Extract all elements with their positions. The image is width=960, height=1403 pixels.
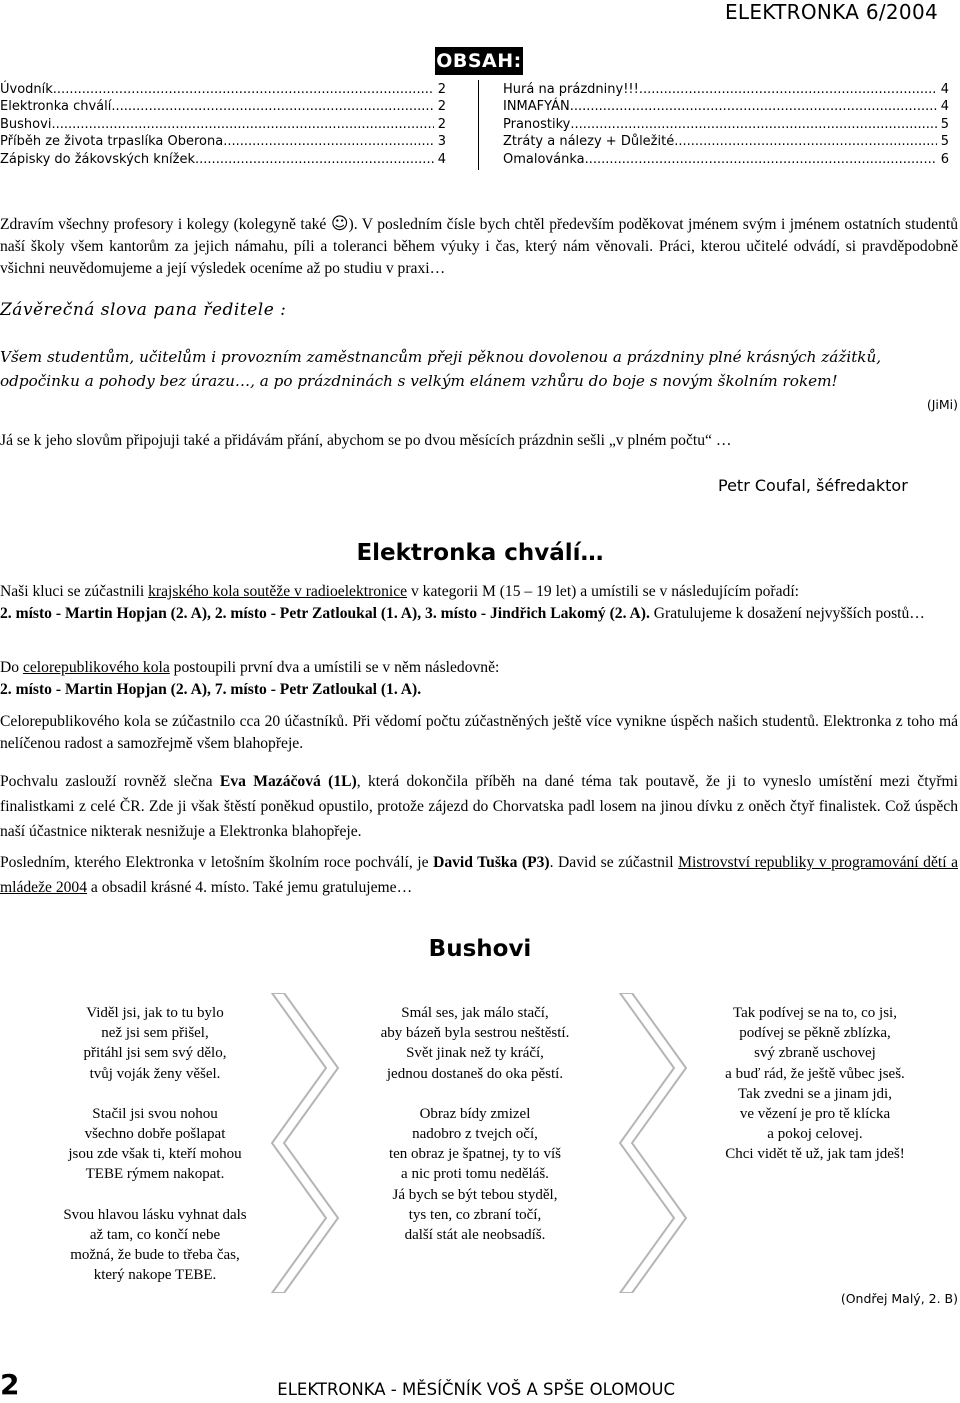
toc-right-column [503, 81, 949, 168]
intro-paragraph: Zdravím všechny profesory i kolegy (kolegyně také ☺). V posledním čísle bych chtěl především poděkovat jménem svým i jménem ostatních studentů naší školy všem kantorům za jejich námahu, píli a toleranci během výuky i čas, který nám věnovali. Práci, kterou učitelé odvádí, si pravděpodobně všichni neuvědomujeme a její výsledek oceníme až po studiu v praxi… [0, 214, 958, 277]
national-results: 2. místo - Martin Hopjan (2. A), 7. místo - Petr Zatloukal (1. A). [0, 681, 422, 698]
toc-left-column [0, 81, 446, 168]
elektronka-paragraph-3: Celorepublikového kola se zúčastnilo cca 20 účastníků. Při vědomí počtu zúčastněných ještě více vynikne úspěch našich studentů. Elektronka z toho má nelíčenou radost a samozřejmě všem blahopřeje. [0, 713, 958, 752]
poem-signature: (Ondřej Malý, 2. B) [840, 1291, 958, 1306]
closing-heading: Závěrečná slova pana ředitele : [0, 300, 287, 320]
regional-results: 2. místo - Martin Hopjan (2. A), 2. místo - Petr Zatloukal (1. A), 3. místo - Jindřich Lakomý (2. A). [0, 605, 650, 622]
poem-stanza: Stačil jsi svou nohou všechno dobře pošlapat jsou zde však ti, kteří mohou TEBE rýmem nakopat. [68, 1105, 242, 1183]
elektronka-paragraph-1: Naši kluci se zúčastnili krajského kola soutěže v radioelektronice v kategorii M (15 – 19 let) a umístili se v následujícím pořadí: 2. místo - Martin Hopjan (2. A), 2. místo - Petr Zatloukal (1. A), 3. místo - Jindřich Lakomý (2. A). Gratulujeme k dosažení nejvyšších postů… [0, 583, 925, 622]
elektronka-paragraph-2: Do celorepublikového kola postoupili první dva a umístili se v něm následovně: 2. místo - Martin Hopjan (2. A), 7. místo - Petr Zatloukal (1. A). [0, 659, 500, 698]
elektronka-heading: Elektronka chválí… [356, 540, 604, 566]
toc-heading: OBSAH: [435, 47, 523, 75]
toc-entry[interactable]: Bushovi ..... 2 [0, 116, 446, 133]
poem-stanza: Svou hlavou lásku vyhnat dals až tam, co končí nebe možná, že bude to třeba čas, který nakope TEBE. [63, 1206, 247, 1284]
toc-entry[interactable]: Omalovánka ..... 6 [503, 151, 949, 168]
poem-column-3 [680, 1003, 950, 1185]
poem-stanza: Smál ses, jak málo stačí, aby bázeň byla sestrou neštěstí. Svět jinak než ty kráčí, jednou dostaneš do oka pěstí. [380, 1005, 570, 1082]
student-name: David Tuška (P3) [433, 854, 550, 871]
poem-column-2 [340, 1003, 610, 1265]
elektronka-paragraph-5: Posledním, kterého Elektronka v letošním školním roce pochválí, je David Tuška (P3). David se zúčastnil Mistrovství republiky v programování dětí a mládeže 2004 a obsadil krásné 4. místo. Také jemu gratulujeme… [0, 854, 958, 896]
page-header-title: ELEKTRONKA 6/2004 [724, 0, 938, 24]
toc-entry[interactable]: INMAFYÁN ..... 4 [503, 98, 949, 115]
poem-column-1 [20, 1003, 290, 1305]
poem-stanza: Tak podívej se na to, co jsi, podívej se pěkně zblízka, svý zbraně uschovej a buď rád, že ještě vůbec jseš. Tak zvedni se a jinam jdi, ve vězení je pro tě klícka a pokoj celovej. Chci vidět tě už, jak tam jdeš! [725, 1005, 905, 1163]
closing-text: Všem studentům, učitelům i provozním zaměstnancům přeji pěknou dovolenou a prázdniny plné krásných zážitků, odpočinku a pohody bez úrazu…, a po prázdninách s velkým elánem vzhůru do boje s novým školním rokem! [0, 348, 882, 390]
toc-entry[interactable]: Ztráty a nálezy + Důležité ..... 5 [503, 133, 949, 150]
page-number: 2 [0, 1368, 20, 1401]
regional-contest-link[interactable]: krajského kola soutěže v radioelektronice [148, 583, 408, 600]
toc-entry[interactable]: Hurá na prázdniny!!! ..... 4 [503, 81, 949, 98]
toc-entry[interactable]: Úvodník ..... 2 [0, 81, 446, 98]
poem-stanza: Obraz bídy zmizel nadobro z tvejch očí, ten obraz je špatnej, ty to víš a nic proti tomu neděláš. Já bych se být tebou styděl, tys ten, co zbraní točí, další stát ale neobsadíš. [388, 1105, 562, 1244]
editor-wish: Já se k jeho slovům připojuji také a přidávám přání, abychom se po dvou měsících prázdnin sešli „v plném počtu“ … [0, 432, 732, 449]
editor-signature: Petr Coufal, šéfredaktor [718, 476, 908, 495]
student-name: Eva Mazáčová (1L) [219, 773, 357, 790]
smiley-icon: ☺ [330, 214, 349, 234]
closing-signature: (JiMi) [926, 397, 958, 412]
toc-entry[interactable]: Příběh ze života trpaslíka Oberona ..... 3 [0, 133, 446, 150]
toc-entry[interactable]: Pranostiky ..... 5 [503, 116, 949, 133]
toc-divider [478, 80, 479, 170]
toc-entry[interactable]: Elektronka chválí ..... 2 [0, 98, 446, 115]
bushovi-heading: Bushovi [428, 936, 532, 962]
footer-text: ELEKTRONKA - MĚSÍČNÍK VOŠ A SPŠE OLOMOUC [277, 1380, 675, 1399]
poem-stanza: Viděl jsi, jak to tu bylo než jsi sem přišel, přitáhl jsi sem svý dělo, tvůj voják ženy věšel. [83, 1005, 227, 1082]
national-round-link[interactable]: celorepublikového kola [22, 659, 170, 676]
toc-entry[interactable]: Zápisky do žákovských knížek ..... 4 [0, 151, 446, 168]
championship-link[interactable]: Mistrovství republiky v programování dětí a mládeže 2004 [0, 854, 958, 896]
elektronka-paragraph-4: Pochvalu zaslouží rovněž slečna Eva Mazáčová (1L), která dokončila příběh na dané téma tak poutavě, že ji to vyneslo umístění mezi čtyřmi finalistkami z celé ČR. Zde ji však štěstí poněkud opustilo, protože zájezd do Chorvatska padl losem na jinou dívku z oněch čtyř finalistek. Což úspěch naší účastnice nikterak nesnižuje a Elektronka blahopřeje. [0, 773, 959, 840]
